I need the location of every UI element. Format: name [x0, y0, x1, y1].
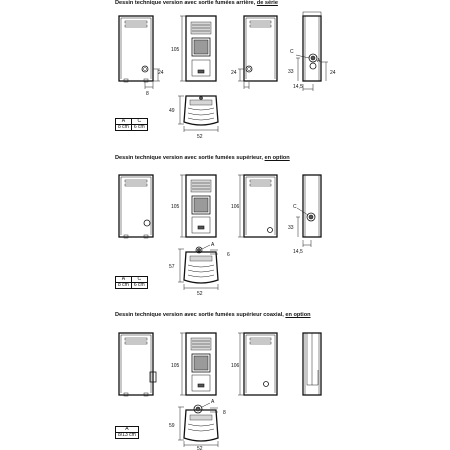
s2-rear-view-2 — [238, 175, 277, 237]
s3-dim-top-width: 52 — [197, 446, 203, 450]
s1-legend-value-c: 6 cm — [131, 125, 147, 131]
s3-label-a: A — [211, 399, 215, 405]
s1-label-a: A — [317, 58, 321, 64]
s2-dim-top-offset: 6 — [227, 252, 230, 258]
s1-dim-front-height: 105 — [171, 47, 180, 53]
s1-front-view — [180, 16, 216, 81]
s1-dim-outlet-height-3: 24 — [330, 70, 336, 76]
s3-rear-view-2 — [238, 333, 277, 395]
s2-legend-table — [115, 276, 148, 289]
s2-label-a: A — [211, 242, 215, 248]
section-2-title-emphasis: en option — [264, 155, 290, 161]
s3-side-view — [303, 333, 321, 395]
section-2-title-main: Dessin technique version avec sortie fumées supérieur, — [115, 155, 265, 161]
s1-label-c: C — [290, 49, 294, 55]
s2-legend-value-c: 6 cm — [131, 283, 147, 289]
s1-dim-outlet-height-1: 24 — [158, 70, 164, 76]
s2-legend-value-a: 8 cm — [116, 283, 132, 289]
s2-side-view — [296, 175, 321, 247]
s3-legend-header-a: A — [116, 427, 139, 433]
s3-front-view — [180, 333, 216, 395]
s1-legend-table — [115, 118, 148, 131]
s1-dim-front-offset: 8 — [146, 91, 149, 97]
s3-top-view — [178, 403, 218, 447]
s2-front-view — [180, 175, 216, 237]
s2-legend-header-a: A — [116, 277, 132, 283]
s1-top-view — [178, 96, 218, 132]
s2-dim-top-depth: 57 — [169, 264, 175, 270]
s3-dim-top-offset: 8 — [223, 410, 226, 416]
s1-side-view — [296, 12, 328, 91]
s2-rear-view — [119, 175, 153, 238]
s2-dim-side-outlet: 33 — [288, 225, 294, 231]
s1-legend-header-c: C — [131, 119, 147, 125]
s2-label-c: C — [293, 204, 297, 210]
s2-legend-header-c: C — [131, 277, 147, 283]
s1-dim-top-width: 52 — [197, 134, 203, 140]
s1-rear-view-2 — [238, 16, 277, 89]
s2-dim-side-depth: 14,5 — [293, 249, 303, 255]
s1-dim-side-depth: 14,5 — [293, 84, 303, 90]
s2-dim-top-width: 52 — [197, 291, 203, 297]
s2-top-view — [178, 245, 218, 290]
s1-dim-side-height: 33 — [288, 69, 294, 75]
s1-dim-outlet-height-2: 24 — [231, 70, 237, 76]
s3-legend-table — [115, 426, 139, 439]
s1-legend-value-a: 8 cm — [116, 125, 132, 131]
s3-rear-view — [119, 333, 156, 396]
s1-dim-top-depth: 49 — [169, 108, 175, 114]
s2-dim-front-height: 105 — [171, 204, 180, 210]
section-1-title-main: Dessin technique version avec sortie fumées arrière, — [115, 0, 257, 6]
section-3-title-emphasis: en option — [285, 312, 311, 318]
section-1-title-emphasis: de série — [256, 0, 278, 6]
s2-dim-side-height: 106 — [231, 204, 240, 210]
s1-legend-header-a: A — [116, 119, 132, 125]
s3-dim-front-height: 105 — [171, 363, 180, 369]
section-3-title-main: Dessin technique version avec sortie fumées supérieur coaxial, — [115, 312, 286, 318]
s1-rear-view — [119, 16, 160, 89]
s3-legend-value-a: 8/13 cm — [116, 433, 139, 439]
s3-dim-side-height: 106 — [231, 363, 240, 369]
s3-dim-top-depth: 59 — [169, 423, 175, 429]
